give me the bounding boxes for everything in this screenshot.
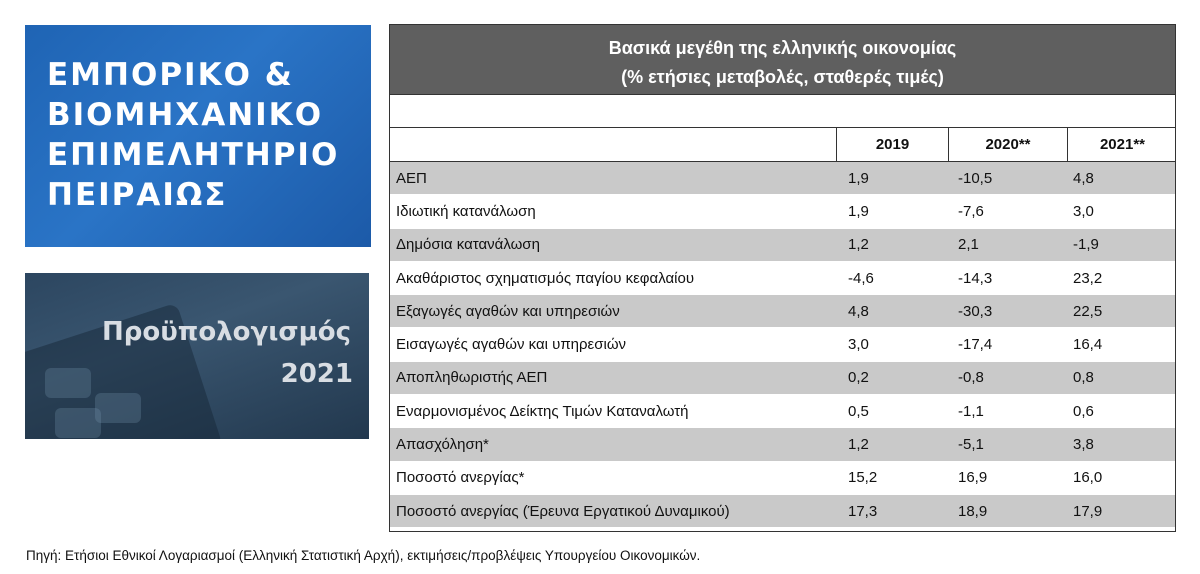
cell-2020: 2,1 [958,236,979,254]
cell-2019: 3,0 [848,336,869,354]
row-label: Εισαγωγές αγαθών και υπηρεσιών [396,336,627,354]
table-row [390,262,1175,295]
table-row [390,428,1175,461]
table-row [390,328,1175,361]
budget-banner [25,273,369,439]
cell-2020: -17,4 [958,336,993,354]
cell-2021: 4,8 [1073,169,1094,187]
table-title [390,25,1175,95]
table-row [390,462,1175,495]
table-header-row [390,128,1175,162]
row-label: Ακαθάριστος σχηματισμός παγίου κεφαλαίου [396,269,695,287]
cell-2021: 3,0 [1073,202,1094,220]
table-row [390,229,1175,262]
cell-2020: -30,3 [958,302,993,320]
cell-2019: 17,3 [848,502,878,520]
table-body [390,162,1175,528]
cell-2020: -7,6 [958,202,984,220]
economy-table [389,24,1176,532]
cell-2019: 15,2 [848,469,878,487]
cell-2021: 16,0 [1073,469,1103,487]
cell-2021: 23,2 [1073,269,1103,287]
cell-2020: -1,1 [958,402,984,420]
logo-line: ΠΕΙΡΑΙΩΣ [47,177,228,213]
table-title-line1: Βασικά μεγέθη της ελληνικής οικονομίας [608,38,957,58]
cell-2020: -10,5 [958,169,993,187]
row-label: Δημόσια κατανάλωση [396,236,540,254]
logo-line: ΒΙΟΜΗΧΑΝΙΚΟ [47,97,324,133]
calculator-key [95,393,141,423]
cell-2020: -0,8 [958,369,984,387]
table-spacer [390,95,1175,128]
cell-2019: 1,9 [848,202,869,220]
cell-2019: 0,5 [848,402,869,420]
cell-2019: -4,6 [848,269,874,287]
row-label: Εναρμονισμένος Δείκτης Τιμών Καταναλωτή [396,402,689,420]
cell-2019: 1,9 [848,169,869,187]
cell-2021: 17,9 [1073,502,1103,520]
table-row [390,195,1175,228]
cell-2020: -5,1 [958,436,984,454]
calculator-key [55,408,101,438]
logo-line: ΕΜΠΟΡΙΚΟ & [47,57,294,93]
column-header: 2019 [836,128,948,161]
budget-year: 2021 [280,359,353,389]
row-label: Απασχόληση* [396,436,489,454]
budget-title: Προϋπολογισμός [101,317,351,347]
table-title-line2: (% ετήσιες μεταβολές, σταθερές τιμές) [621,67,944,87]
cell-2021: 16,4 [1073,336,1103,354]
cell-2021: 0,8 [1073,369,1094,387]
table-row [390,362,1175,395]
cell-2019: 1,2 [848,236,869,254]
chamber-logo [25,25,371,247]
logo-line: ΕΠΙΜΕΛΗΤΗΡΙΟ [47,137,340,173]
column-header: 2021** [1067,128,1177,161]
cell-2019: 1,2 [848,436,869,454]
cell-2021: 0,6 [1073,402,1094,420]
row-label: Εξαγωγές αγαθών και υπηρεσιών [396,302,620,320]
row-label: Αποπληθωριστής ΑΕΠ [396,369,548,387]
row-label: Ποσοστό ανεργίας* [396,469,525,487]
table-row [390,162,1175,195]
table-row [390,395,1175,428]
cell-2019: 4,8 [848,302,869,320]
cell-2021: -1,9 [1073,236,1099,254]
table-row [390,295,1175,328]
cell-2020: 18,9 [958,502,988,520]
column-header: 2020** [948,128,1067,161]
cell-2020: 16,9 [958,469,988,487]
calculator-key [45,368,91,398]
cell-2021: 22,5 [1073,302,1103,320]
cell-2019: 0,2 [848,369,869,387]
cell-2020: -14,3 [958,269,993,287]
table-row [390,495,1175,528]
cell-2021: 3,8 [1073,436,1094,454]
row-label: Ιδιωτική κατανάλωση [396,202,536,220]
source-note: Πηγή: Ετήσιοι Εθνικοί Λογαριασμοί (Ελληνική Στατιστική Αρχή), εκτιμήσεις/προβλέψεις Υπουργείου Οικονομικών. [26,548,701,563]
row-label: ΑΕΠ [396,169,427,187]
row-label: Ποσοστό ανεργίας (Έρευνα Εργατικού Δυναμικού) [396,502,730,520]
